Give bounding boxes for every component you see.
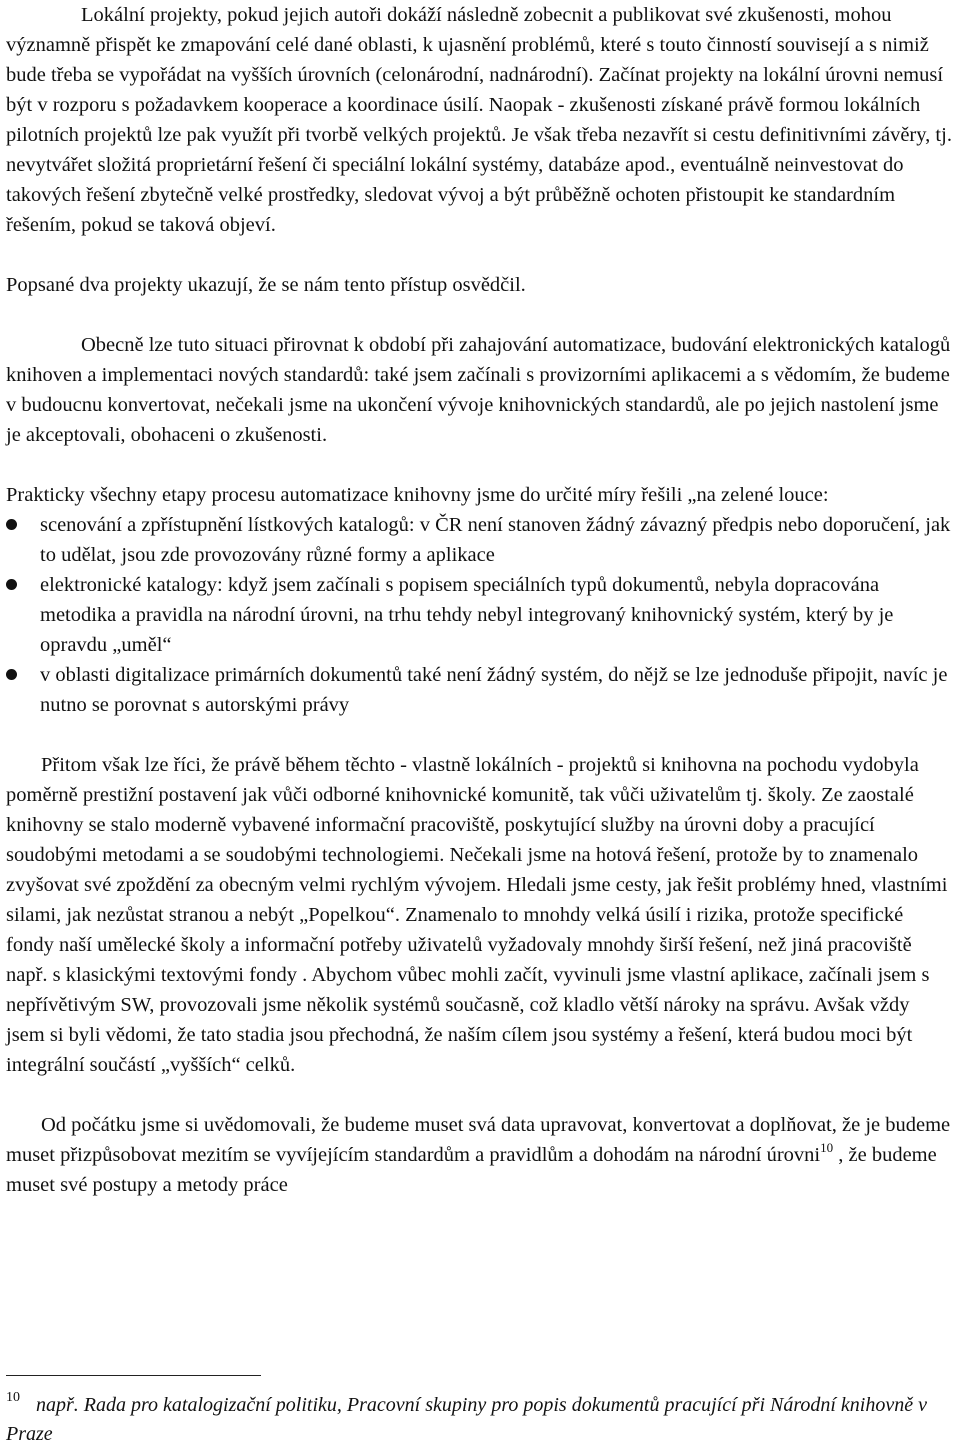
- bullet-icon: [6, 669, 17, 680]
- bullet-list: [6, 510, 952, 720]
- list-item-text: elektronické katalogy: když jsem začínali s popisem speciálních typů dokumentů, nebyla dopracována metodika a pravidla na národní úrovni, na trhu tehdy nebyl integrovaný knihovnický systém, který by je opravdu „uměl“: [40, 574, 894, 656]
- paragraph-automation-comparison: Obecně lze tuto situaci přirovnat k období při zahajování automatizace, budování elektronických katalogů knihoven a implementaci nových standardů: také jsem začínali s provizorními aplikacemi a s vědomím, že budeme v budoucnu konvertovat, nečekali jsme na ukončení vývoje knihovnických standardů, ale po jejich nastolení jsme je akceptovali, obohaceni o zkušenosti.: [6, 334, 951, 446]
- footnote-separator: [6, 1375, 261, 1376]
- list-item: [6, 510, 952, 570]
- footnote-reference[interactable]: 10: [820, 1140, 834, 1155]
- document-body: [6, 0, 952, 1200]
- footnote: [6, 1383, 956, 1449]
- paragraph-approach-proven: Popsané dva projekty ukazují, že se nám tento přístup osvědčil.: [6, 274, 526, 296]
- bullet-icon: [6, 519, 17, 530]
- paragraph-from-beginning: [6, 1110, 952, 1200]
- footnote-number: 10: [6, 1390, 20, 1405]
- list-item: [6, 660, 952, 720]
- paragraph-text-continued: , že budeme muset své postupy a metody práce: [6, 1144, 937, 1196]
- paragraph-local-projects: Lokální projekty, pokud jejich autoři dokáží následně zobecnit a publikovat své zkušenosti, mohou významně přispět ke zmapování celé dané oblasti, k ujasnění problémů, které s touto činností souvisejí a s nimiž bude třeba se vypořádat na vyšších úrovních (celonárodní, nadnárodní). Začínat projekty na lokální úrovni nemusí být v rozporu s požadavkem kooperace a koordinace úsilí. Naopak - zkušenosti získané právě formou lokálních pilotních projektů lze pak využít při tvorbě velkých projektů. Je však třeba nezavřít si cestu definitivními závěry, tj. nevytvářet složitá proprietární řešení či speciální lokální systémy, databáze apod., eventuálně neinvestovat do takových řešení zbytečně velké prostředky, sledovat vývoj a být průběžně ochoten přistoupit ke standardním řešením, pokud se taková objeví.: [6, 4, 952, 236]
- footnote-text: např. Rada pro katalogizační politiku, Pracovní skupiny pro popis dokumentů pracující při Národní knihovně v Praze: [6, 1394, 927, 1445]
- paragraph-text: Od počátku jsme si uvědomovali, že budeme muset svá data upravovat, konvertovat a doplňovat, že je budeme muset přizpůsobovat mezitím se vyvíjejícím standardům a pravidlům a dohodám na národní úrovni: [6, 1114, 951, 1166]
- list-item-text: v oblasti digitalizace primárních dokumentů také není žádný systém, do nějž se lze jednoduše připojit, navíc je nutno se porovnat s autorskými právy: [40, 664, 948, 716]
- bullet-icon: [6, 579, 17, 590]
- list-item-text: scenování a zpřístupnění lístkových katalogů: v ČR není stanoven žádný závazný předpis nebo doporučení, jak to udělat, jsou zde provozovány různé formy a aplikace: [40, 514, 951, 566]
- list-item: [6, 570, 952, 660]
- paragraph-green-field: Prakticky všechny etapy procesu automatizace knihovny jsme do určité míry řešili „na zelené louce:: [6, 484, 829, 506]
- paragraph-prestige: Přitom však lze říci, že právě během těchto - vlastně lokálních - projektů si knihovna na pochodu vydobyla poměrně prestižní postavení jak vůči odborné knihovnické komunitě, tak vůči uživatelům tj. školy. Ze zaostalé knihovny se stalo moderně vybavené informační pracoviště, poskytující služby na úrovni doby a pracující soudobými metodami a se soudobými technologiemi. Nečekali jsme na hotová řešení, protože by to znamenalo zvyšovat své zpoždění za obecným velmi rychlým vývojem. Hledali jsme cesty, jak řešit problémy hned, vlastními silami, jak nezůstat stranou a nebýt „Popelkou“. Znamenalo to mnohdy velká úsilí i rizika, protože specifické fondy naší umělecké školy a informační potřeby uživatelů vyžadovaly mnohdy širší řešení, než jiná pracoviště např. s klasickými textovými fondy . Abychom vůbec mohli začít, vyvinuli jsme vlastní aplikace, začínali jsem s nepřívětivým SW, provozovali jsme několik systémů současně, což kladlo větší nároky na správu. Avšak vždy jsem si byli vědomi, že tato stadia jsou přechodná, že naším cílem jsou systémy a řešení, která budou moci být integrální součástí „vyšších“ celků.: [6, 754, 948, 1076]
